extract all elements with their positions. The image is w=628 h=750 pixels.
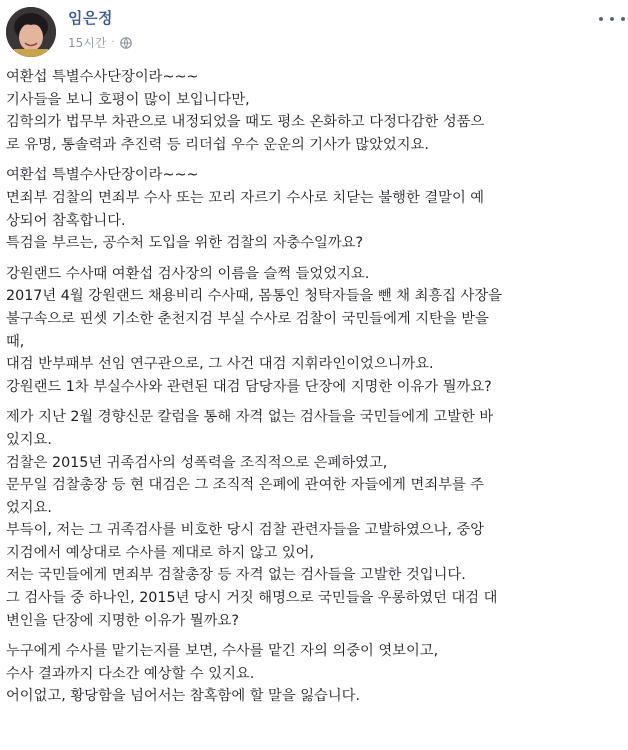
post-text-line: 로 유명, 통솔력과 추진력 등 리더쉽 우수 운운의 기사가 많았었지요.	[6, 136, 429, 153]
post-text-line: 저는 국민들에게 면죄부 검찰총장 등 자격 없는 검사들을 고발한 것입니다.	[6, 567, 466, 584]
post-text-line: 강원랜드 1차 부실수사와 관련된 대검 담당자를 단장에 지명한 이유가 뭘까요?	[6, 378, 492, 395]
avatar[interactable]	[6, 7, 56, 57]
post-timestamp[interactable]: 15시간	[68, 36, 107, 50]
avatar-photo	[6, 7, 56, 57]
post-text-line: 기사들을 보니 호평이 많이 보입니다만,	[6, 91, 250, 108]
globe-icon[interactable]	[120, 37, 132, 49]
post-body	[6, 66, 624, 716]
post-text-line: 특검을 부르는, 공수처 도입을 위한 검찰의 자충수일까요?	[6, 235, 364, 252]
post-text-line: 2017년 4월 강원랜드 채용비리 수사때, 몸통인 청탁자들을 뺀 채 최흥집 사장을	[6, 288, 502, 305]
post-meta	[68, 34, 132, 51]
post-text-line: 강원랜드 수사때 여환섭 검사장의 이름을 슬쩍 들었었지요.	[6, 265, 370, 282]
more-dot	[610, 17, 614, 21]
post-text-line: 문무일 검찰총장 등 현 대검은 그 조직적 은폐에 관여한 자들에게 면죄부를 주	[6, 477, 485, 494]
post-paragraph	[6, 406, 624, 632]
post-text-line: 그 검사들 중 하나인, 2015년 당시 거짓 해명으로 국민들을 우롱하였던 대검 대	[6, 590, 498, 607]
post-text-line: 었지요.	[6, 499, 52, 516]
post-text-line: 여환섭 특별수사단장이라~~~	[6, 69, 199, 85]
meta-separator: ·	[111, 37, 115, 48]
more-dot	[621, 17, 625, 21]
post-text-line: 제가 지난 2월 경향신문 칼럼을 통해 자격 없는 검사들을 국민들에게 고발한 바	[6, 409, 494, 426]
post-paragraph	[6, 66, 624, 156]
post-text-line: 변인을 단장에 지명한 이유가 뭘까요?	[6, 612, 239, 629]
post-text-line: 김학의가 법무부 차관으로 내정되었을 때도 평소 온화하고 다정다감한 성품으	[6, 114, 485, 131]
post-text-line: 누구에게 수사를 맡기는지를 보면, 수사를 맡긴 자의 의중이 엿보이고,	[6, 643, 439, 660]
post-text-line: 검찰은 2015년 귀족검사의 성폭력을 조직적으로 은폐하였고,	[6, 454, 388, 471]
author-name[interactable]: 임은정	[68, 9, 113, 27]
post-text-line: 있지요.	[6, 431, 52, 448]
more-options-icon[interactable]	[599, 12, 625, 26]
post-text-line: 수사 결과까지 다소간 예상할 수 있지요.	[6, 665, 255, 682]
more-dot	[599, 17, 603, 21]
post-text-line: 상되어 참혹합니다.	[6, 212, 126, 229]
post-text-line: 면죄부 검찰의 면죄부 수사 또는 꼬리 자르기 수사로 치닫는 불행한 결말이 예	[6, 189, 485, 206]
post-text-line: 지검에서 예상대로 수사를 제대로 하지 않고 있어,	[6, 544, 315, 561]
post-paragraph	[6, 263, 624, 399]
post-text-line: 대검 반부패부 선임 연구관으로, 그 사건 대검 지휘라인이었으니까요.	[6, 356, 434, 373]
post-text-line: 부득이, 저는 그 귀족검사를 비호한 당시 검찰 관련자들을 고발하였으나, 중앙	[6, 522, 485, 539]
post-text-line: 불구속으로 핀셋 기소한 춘천지검 부실 수사로 검찰이 국민들에게 지탄을 받을	[6, 310, 489, 327]
post-text-line: 어이없고, 황당함을 넘어서는 참혹함에 할 말을 잃습니다.	[6, 688, 361, 705]
post-text-line: 여환섭 특별수사단장이라~~~	[6, 167, 199, 184]
post-text-line: 때,	[6, 333, 25, 350]
post-paragraph	[6, 164, 624, 254]
post-paragraph	[6, 640, 624, 708]
post-header	[0, 0, 628, 66]
